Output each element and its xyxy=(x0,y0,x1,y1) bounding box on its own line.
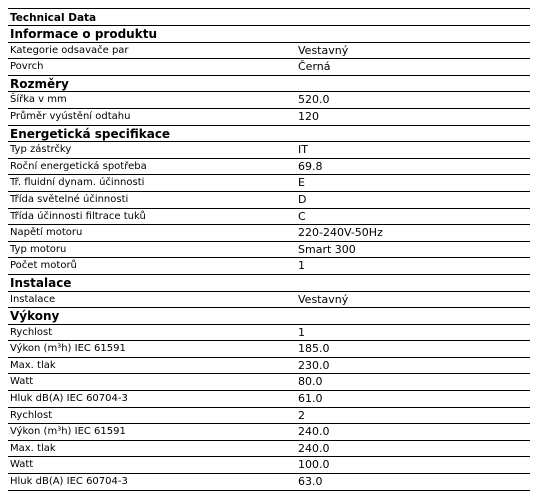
spec-value: 100.0 xyxy=(298,458,330,472)
spec-label: Povrch xyxy=(10,61,44,73)
spec-label: Typ zástrčky xyxy=(10,144,72,156)
spec-row xyxy=(8,474,530,491)
spec-value: 63.0 xyxy=(298,475,323,489)
spec-value: 520.0 xyxy=(298,93,330,107)
spec-label: Kategorie odsavače par xyxy=(10,44,129,56)
spec-row xyxy=(8,209,530,226)
spec-value: 2 xyxy=(298,408,305,422)
spec-value: 120 xyxy=(298,109,319,123)
spec-row xyxy=(8,92,530,109)
spec-value: Černá xyxy=(298,60,331,74)
spec-value: 185.0 xyxy=(298,342,330,356)
spec-row xyxy=(8,192,530,209)
section-heading: Rozměry xyxy=(8,76,530,93)
spec-label: Hluk dB(A) IEC 60704-3 xyxy=(10,476,128,488)
spec-label: Watt xyxy=(10,459,34,471)
spec-value: 240.0 xyxy=(298,441,330,455)
section-heading: Informace o produktu xyxy=(8,26,530,43)
spec-row xyxy=(8,457,530,474)
spec-value: 69.8 xyxy=(298,159,323,173)
spec-label: Hluk dB(A) IEC 60704-3 xyxy=(10,393,128,405)
section-heading: Výkony xyxy=(8,308,530,325)
document-title: Technical Data xyxy=(8,8,530,26)
spec-label: Rychlost xyxy=(10,409,53,421)
spec-row xyxy=(8,408,530,425)
spec-row xyxy=(8,358,530,375)
spec-row xyxy=(8,242,530,259)
spec-value: 230.0 xyxy=(298,358,330,372)
spec-label: Šířka v mm xyxy=(10,94,67,106)
spec-row xyxy=(8,341,530,358)
spec-value: Smart 300 xyxy=(298,242,356,256)
section-heading: Instalace xyxy=(8,275,530,292)
spec-row xyxy=(8,424,530,441)
spec-value: Vestavný xyxy=(298,43,349,57)
spec-label: Roční energetická spotřeba xyxy=(10,160,147,172)
spec-value: 240.0 xyxy=(298,425,330,439)
spec-value: 1 xyxy=(298,325,305,339)
spec-value: 61.0 xyxy=(298,392,323,406)
spec-label: Tř. fluidní dynam. účinnosti xyxy=(10,177,145,189)
spec-value: E xyxy=(298,176,305,190)
spec-value: 80.0 xyxy=(298,375,323,389)
spec-row xyxy=(8,374,530,391)
spec-label: Napětí motoru xyxy=(10,227,83,239)
spec-row xyxy=(8,391,530,408)
spec-label: Instalace xyxy=(10,293,56,305)
spec-label: Max. tlak xyxy=(10,359,56,371)
spec-value: IT xyxy=(298,143,308,157)
spec-label: Watt xyxy=(10,376,34,388)
spec-label: Max. tlak xyxy=(10,442,56,454)
spec-label: Průměr vyústění odtahu xyxy=(10,110,131,122)
spec-row xyxy=(8,225,530,242)
spec-label: Počet motorů xyxy=(10,260,77,272)
spec-value: 1 xyxy=(298,259,305,273)
spec-value: C xyxy=(298,209,306,223)
spec-label: Výkon (m³h) IEC 61591 xyxy=(10,343,126,355)
spec-row xyxy=(8,292,530,309)
spec-row xyxy=(8,109,530,126)
spec-label: Typ motoru xyxy=(10,243,67,255)
spec-row xyxy=(8,325,530,342)
spec-row xyxy=(8,441,530,458)
spec-row xyxy=(8,43,530,60)
spec-row xyxy=(8,59,530,76)
spec-label: Výkon (m³h) IEC 61591 xyxy=(10,426,126,438)
spec-value: D xyxy=(298,192,307,206)
spec-value: Vestavný xyxy=(298,292,349,306)
section-heading: Energetická specifikace xyxy=(8,126,530,143)
spec-label: Rychlost xyxy=(10,326,53,338)
technical-data-sheet xyxy=(8,8,530,491)
spec-row xyxy=(8,159,530,176)
spec-label: Třída účinnosti filtrace tuků xyxy=(10,210,146,222)
spec-sections xyxy=(8,26,530,491)
spec-value: 220-240V-50Hz xyxy=(298,226,383,240)
spec-label: Třída světelné účinnosti xyxy=(10,193,129,205)
spec-row xyxy=(8,142,530,159)
spec-row xyxy=(8,258,530,275)
spec-row xyxy=(8,175,530,192)
